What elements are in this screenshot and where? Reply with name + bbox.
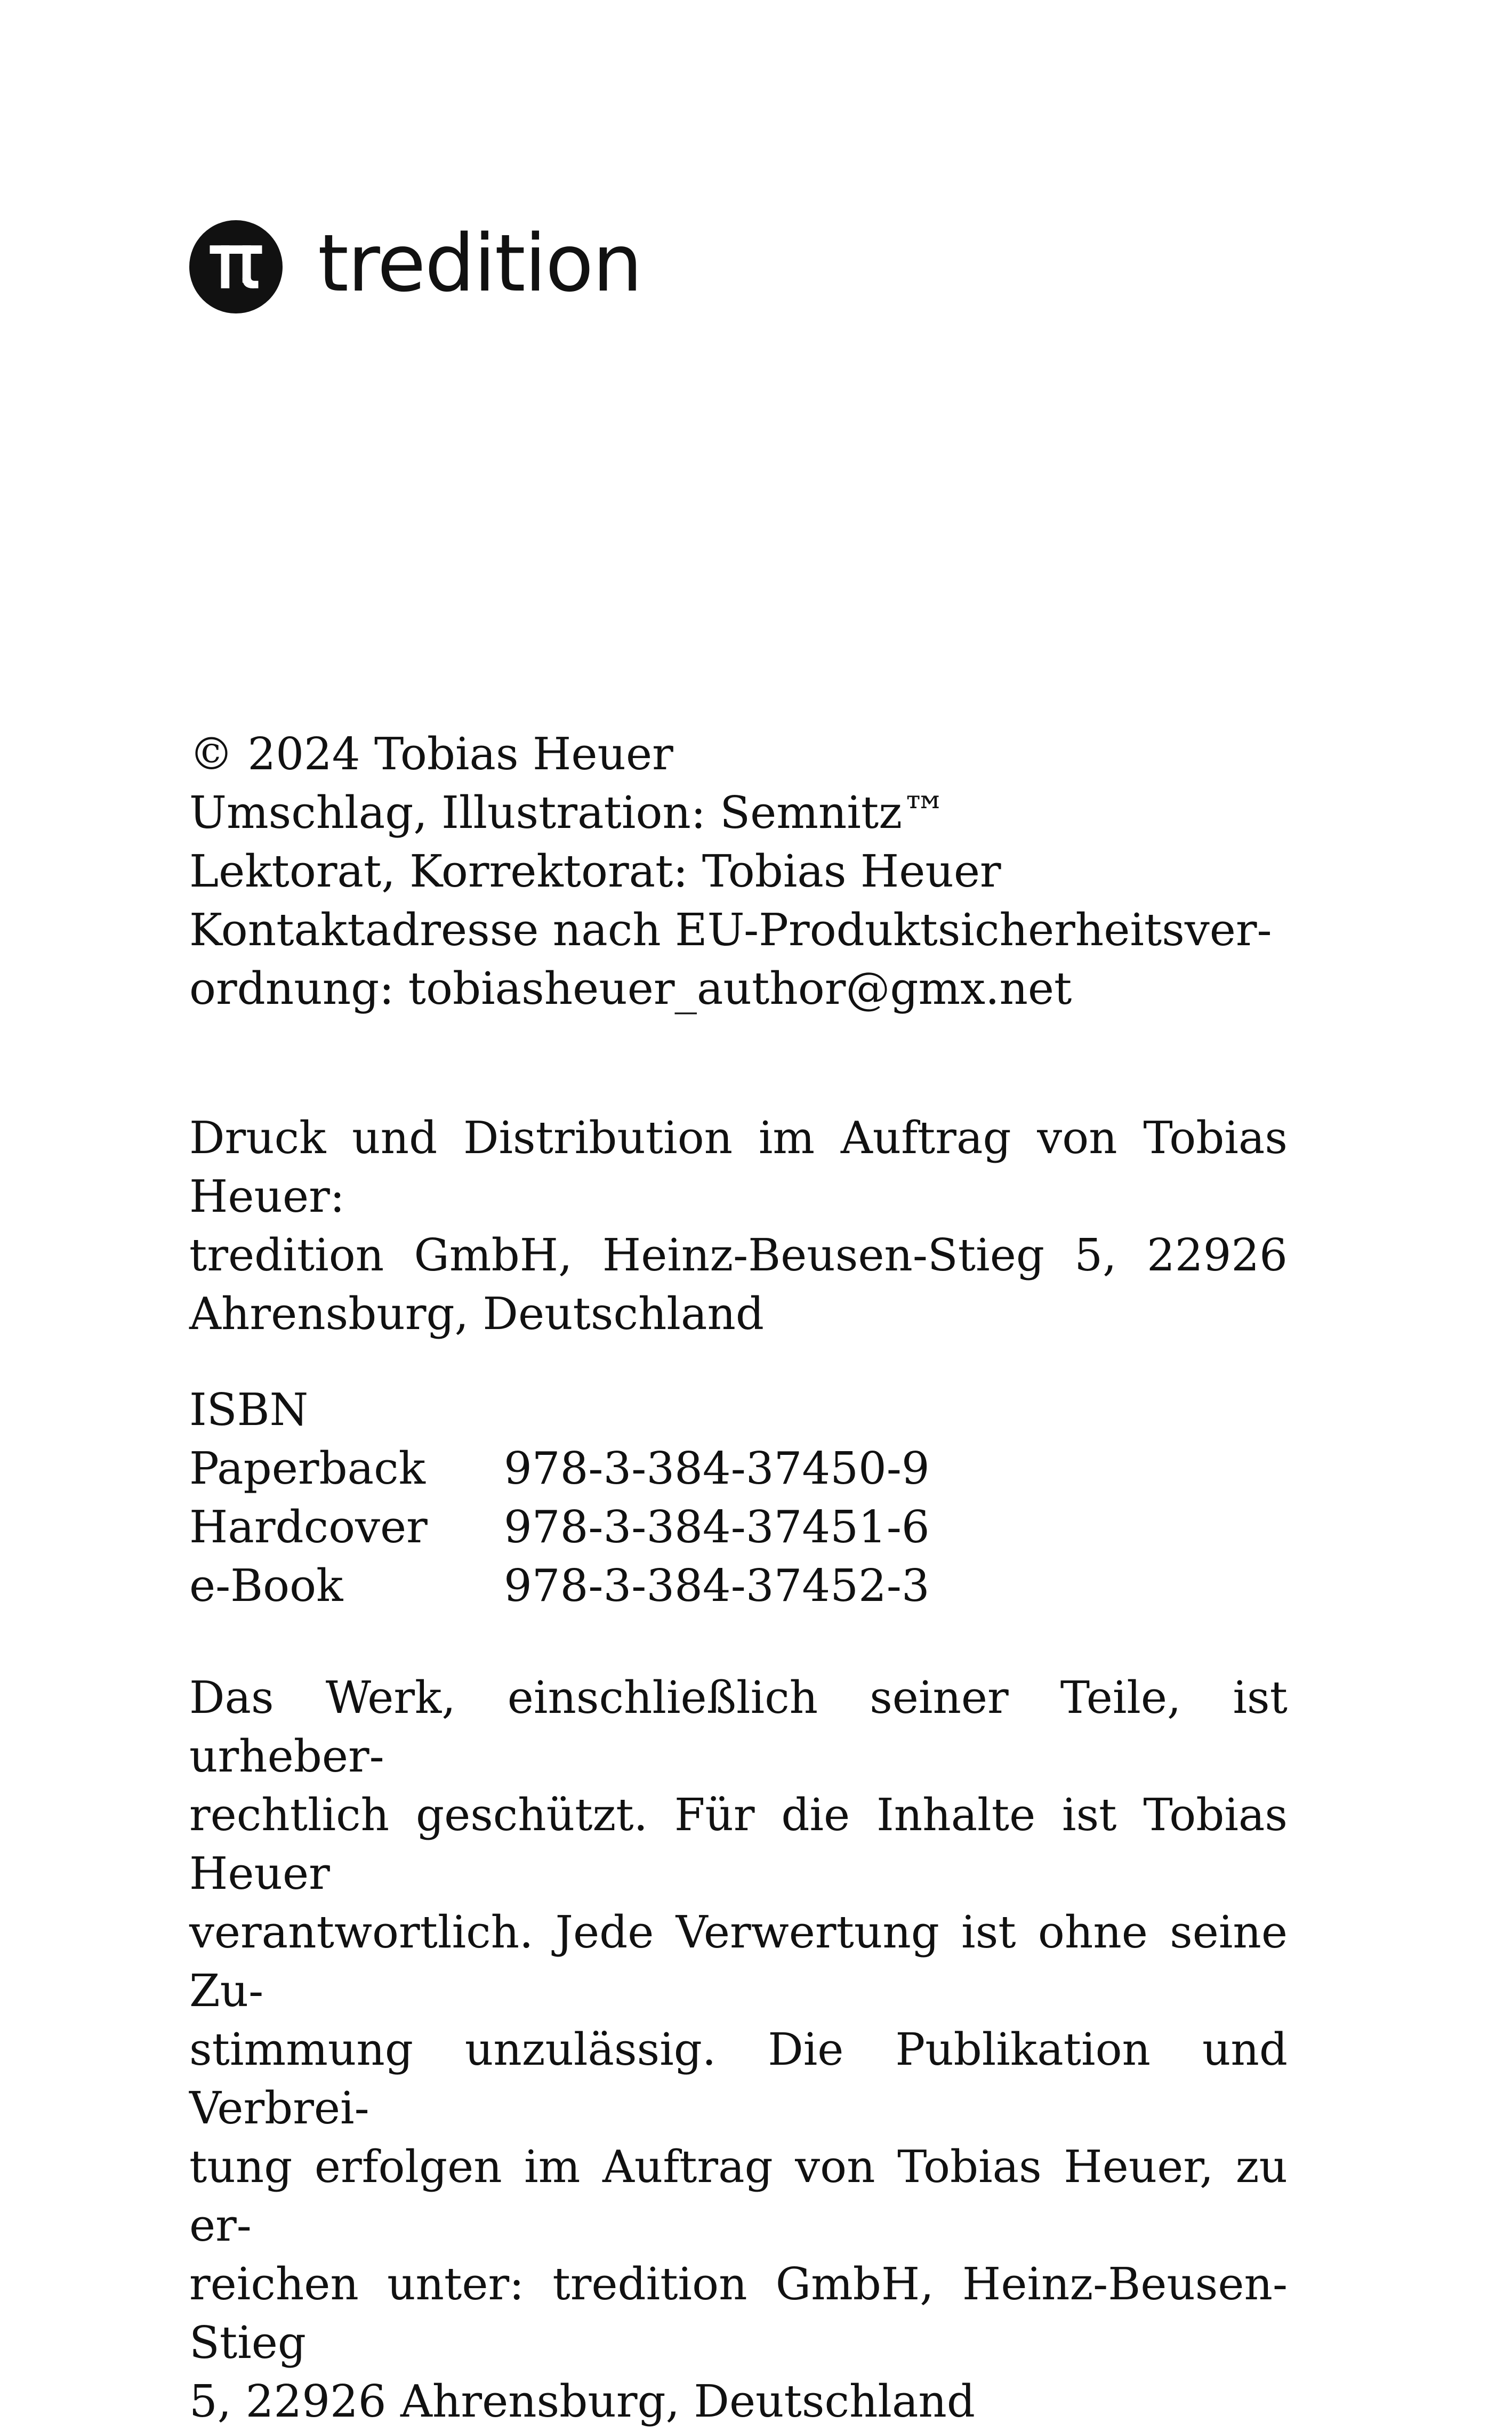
distribution-block [189, 1109, 1288, 1343]
distribution-line-2: Heuer: [189, 1171, 345, 1222]
editing-credit-line: Lektorat, Korrektorat: Tobias Heuer [189, 846, 1001, 897]
distribution-line-1: Druck und Distribution im Auftrag von Tobias [189, 1112, 1288, 1164]
isbn-number: 978-3-384-37452-3 [504, 1560, 930, 1612]
legal-line: rechtlich geschützt. Für die Inhalte ist Tobias Heuer [189, 1789, 1288, 1899]
credits-block [189, 725, 1288, 1018]
tredition-logo-icon [189, 220, 283, 313]
legal-line: verantwortlich. Jede Verwertung ist ohne seine Zu- [189, 1906, 1288, 2017]
contact-line-2: ordnung: tobiasheuer_author@gmx.net [189, 963, 1072, 1015]
isbn-row-hardcover [189, 1498, 1288, 1557]
distribution-line-4: Ahrensburg, Deutschland [189, 1288, 765, 1340]
isbn-heading: ISBN [189, 1384, 309, 1436]
legal-line: reichen unter: tredition GmbH, Heinz-Beusen-Stieg [189, 2258, 1288, 2369]
isbn-block [189, 1381, 1288, 1615]
distribution-line-3: tredition GmbH, Heinz-Beusen-Stieg 5, 22926 [189, 1229, 1288, 1281]
cover-credit-line: Umschlag, Illustration: Semnitz™ [189, 787, 946, 839]
contact-line-1: Kontaktadresse nach EU-Produktsicherheitsver- [189, 904, 1272, 956]
legal-line: 5, 22926 Ahrensburg, Deutschland [189, 2376, 976, 2427]
copyright-line: © 2024 Tobias Heuer [189, 728, 673, 780]
isbn-number: 978-3-384-37451-6 [504, 1501, 930, 1553]
logo-wordmark: tredition [318, 218, 642, 309]
isbn-format: Paperback [189, 1443, 425, 1494]
legal-line: tung erfolgen im Auftrag von Tobias Heuer, zu er- [189, 2141, 1288, 2251]
legal-line: stimmung unzulässig. Die Publikation und Verbrei- [189, 2024, 1288, 2134]
legal-line: Das Werk, einschließlich seiner Teile, ist urheber- [189, 1672, 1288, 1782]
isbn-number: 978-3-384-37450-9 [504, 1443, 930, 1494]
isbn-row-ebook [189, 1557, 1288, 1615]
isbn-row-paperback [189, 1439, 1288, 1498]
publisher-logo [189, 216, 641, 317]
isbn-format: Hardcover [189, 1501, 428, 1553]
isbn-format: e-Book [189, 1560, 343, 1612]
legal-notice-block [189, 1669, 1288, 2431]
